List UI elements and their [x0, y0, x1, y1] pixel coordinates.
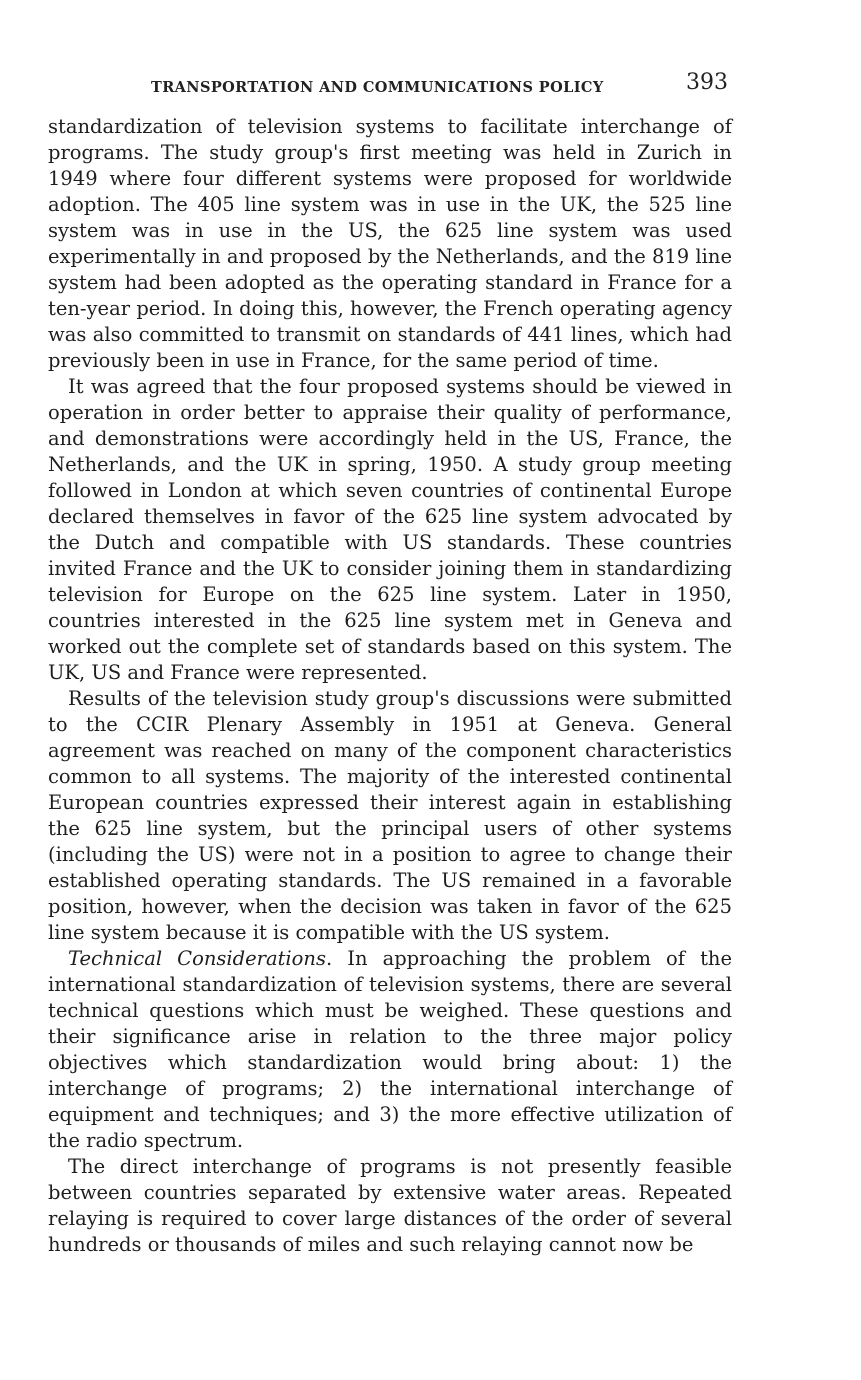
paragraph-text: standardization of television systems to facilitate interchange of programs. The study group's first meeting was held in Zurich in 1949 where four different systems were proposed for worldwide adoption. The 405 line system was in use in the UK, the 525 line system was in use in the US, the 625 line system was used experimentally in and proposed by the Netherlands, and the 819 line system had been adopted as the operating standard in France for a ten-year period. In doing this, however, the French operating agency was also committed to transmit on standards of 441 lines, which had previously been in use in France, for the same period of time. — [48, 115, 732, 372]
section-run-in-heading: Technical Considerations — [68, 947, 326, 970]
paragraph — [48, 1154, 732, 1258]
running-head: TRANSPORTATION AND COMMUNICATIONS POLICY — [151, 79, 604, 96]
page-header — [48, 70, 728, 102]
paragraph-text: Results of the television study group's discussions were submitted to the CCIR Plenary Assembly in 1951 at Geneva. General agreement was reached on many of the component characteristics common to all systems. The majority of the interested continental European countries expressed their interest again in establishing the 625 line system, but the principal users of other systems (including the US) were not in a position to agree to change their established operating standards. The US remained in a favorable position, however, when the decision was taken in favor of the 625 line system because it is compatible with the US system. — [48, 687, 732, 944]
paragraph — [48, 374, 732, 686]
paragraph — [48, 686, 732, 946]
page-number: 393 — [686, 70, 728, 95]
paragraph-continued — [48, 114, 732, 374]
paragraph-text: . In approaching the problem of the international standardization of television systems, there are several technical questions which must be weighed. These questions and their significance arise in relation to the three major policy objectives which standardization would bring about: 1) the interchange of programs; 2) the international interchange of equipment and techniques; and 3) the more effective utilization of the radio spectrum. — [48, 947, 733, 1152]
paragraph-text: The direct interchange of programs is not presently feasible between countries separated by extensive water areas. Repeated relaying is required to cover large distances of the order of several hundreds or thousands of miles and such relaying cannot now be — [48, 1155, 732, 1256]
paragraph — [48, 946, 732, 1154]
body-text — [48, 114, 732, 1258]
paragraph-text: It was agreed that the four proposed systems should be viewed in operation in order better to appraise their quality of performance, and demonstrations were accordingly held in the US, France, the Netherlands, and the UK in spring, 1950. A study group meeting followed in London at which seven countries of continental Europe declared themselves in favor of the 625 line system advocated by the Dutch and compatible with US standards. These countries invited France and the UK to consider joining them in standardizing television for Europe on the 625 line system. Later in 1950, countries interested in the 625 line system met in Geneva and worked out the complete set of standards based on this system. The UK, US and France were represented. — [48, 375, 732, 684]
